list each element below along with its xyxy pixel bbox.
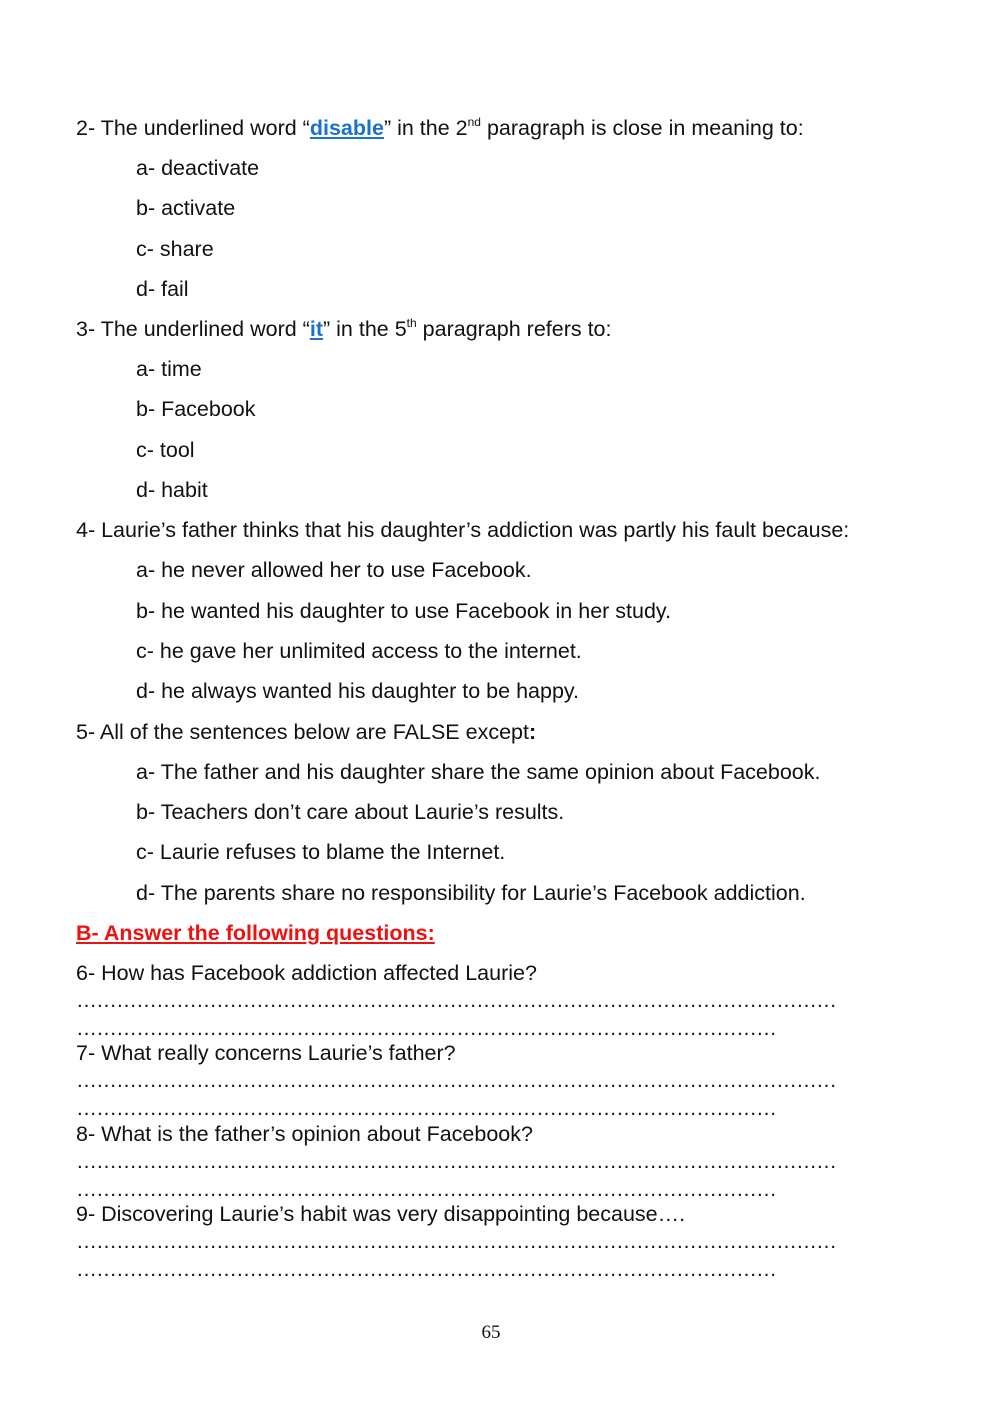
question-9: 9- Discovering Laurie’s habit was very disappointing because…. xyxy=(76,1202,686,1226)
q3-option-c: c- tool xyxy=(136,438,195,462)
keyword-it: it xyxy=(309,317,323,341)
q2-option-d: d- fail xyxy=(136,277,189,301)
q5-option-c: c- Laurie refuses to blame the Internet. xyxy=(136,840,506,864)
answer-line-7b[interactable]: …………………………………………………………………………………………… xyxy=(76,1099,776,1119)
q3-option-a: a- time xyxy=(136,357,202,381)
question-7: 7- What really concerns Laurie’s father? xyxy=(76,1041,456,1065)
q2-option-c: c- share xyxy=(136,237,214,261)
q3-option-b: b- Facebook xyxy=(136,397,256,421)
answer-line-8b[interactable]: …………………………………………………………………………………………… xyxy=(76,1180,776,1200)
answer-line-9b[interactable]: …………………………………………………………………………………………… xyxy=(76,1260,776,1280)
question-8: 8- What is the father’s opinion about Facebook? xyxy=(76,1122,533,1146)
question-2: 2- The underlined word “disable” in the 2nd paragraph is close in meaning to: xyxy=(76,114,804,140)
q2-option-a: a- deactivate xyxy=(136,156,260,180)
answer-line-8a[interactable]: …………………………………………………………………………………………………… xyxy=(76,1152,836,1172)
q5-option-a: a- The father and his daughter share the same opinion about Facebook. xyxy=(136,760,821,784)
answer-line-7a[interactable]: …………………………………………………………………………………………………… xyxy=(76,1071,836,1091)
q4-option-b: b- he wanted his daughter to use Facebook in her study. xyxy=(136,599,672,623)
question-4: 4- Laurie’s father thinks that his daughter’s addiction was partly his fault because: xyxy=(76,518,850,542)
q5-option-b: b- Teachers don’t care about Laurie’s results. xyxy=(136,800,565,824)
q4-option-c: c- he gave her unlimited access to the internet. xyxy=(136,639,582,663)
q3-option-d: d- habit xyxy=(136,478,208,502)
question-5: 5- All of the sentences below are FALSE except: xyxy=(76,720,537,744)
q4-option-a: a- he never allowed her to use Facebook. xyxy=(136,558,532,582)
question-6: 6- How has Facebook addiction affected Laurie? xyxy=(76,961,537,985)
answer-line-9a[interactable]: …………………………………………………………………………………………………… xyxy=(76,1232,836,1252)
q5-option-d: d- The parents share no responsibility for Laurie’s Facebook addiction. xyxy=(136,881,806,905)
q4-option-d: d- he always wanted his daughter to be happy. xyxy=(136,679,580,703)
q2-option-b: b- activate xyxy=(136,196,236,220)
answer-line-6a[interactable]: …………………………………………………………………………………………………… xyxy=(76,991,836,1011)
question-3: 3- The underlined word “it” in the 5th paragraph refers to: xyxy=(76,315,612,341)
page-number: 65 xyxy=(481,1322,501,1343)
answer-line-6b[interactable]: …………………………………………………………………………………………… xyxy=(76,1019,776,1039)
keyword-disable: disable xyxy=(309,116,384,140)
section-b-heading: B- Answer the following questions: xyxy=(76,921,435,945)
